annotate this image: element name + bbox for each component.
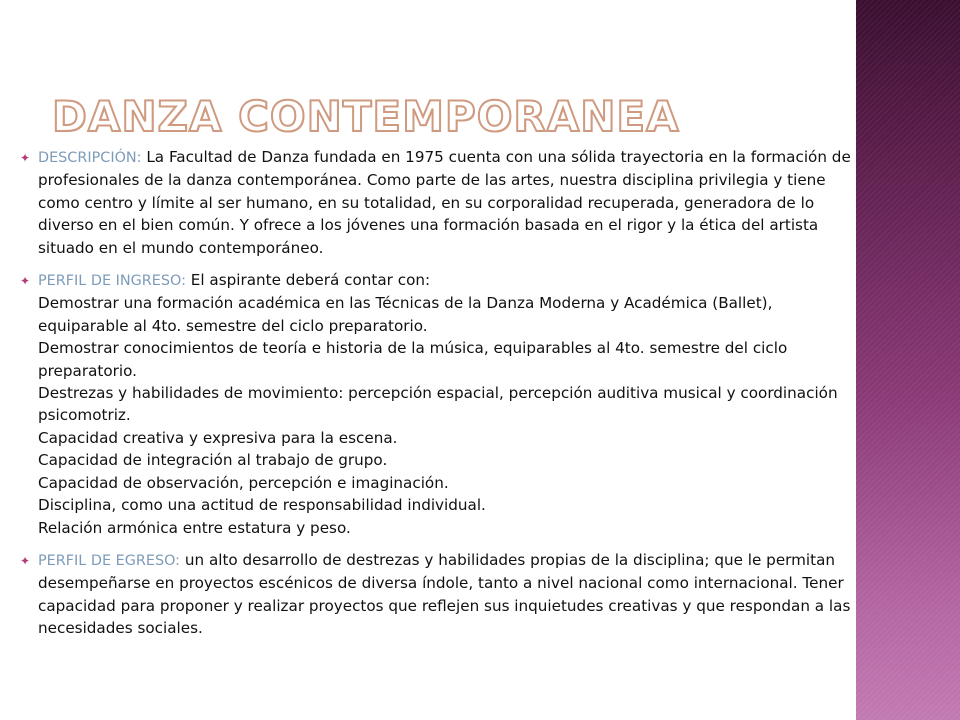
requirement-line: Capacidad de integración al trabajo de grupo. — [38, 451, 388, 470]
section-heading: PERFIL DE EGRESO: — [38, 552, 181, 569]
requirement-line: Demostrar conocimientos de teoría e historia de la música, equiparables al 4to. semestre del ciclo preparatorio. — [38, 339, 788, 380]
section-perfil-ingreso — [20, 269, 852, 539]
decorative-sidebar — [856, 0, 960, 720]
section-heading: PERFIL DE INGRESO: — [38, 273, 186, 290]
bullet-icon: ✦ — [20, 274, 31, 289]
bullet-icon: ✦ — [20, 553, 31, 568]
content-body — [20, 146, 852, 650]
requirement-line: Capacidad de observación, percepción e imaginación. — [38, 473, 449, 492]
section-perfil-egreso — [20, 549, 852, 640]
bullet-icon: ✦ — [20, 151, 31, 165]
section-heading: DESCRIPCIÓN: — [38, 150, 142, 166]
requirement-line: Demostrar una formación académica en las Técnicas de la Danza Moderna y Académica (Ballet), equiparable al 4to. semestre del ciclo preparatorio. — [38, 294, 773, 335]
section-text: La Facultad de Danza fundada en 1975 cuenta con una sólida trayectoria en la formación de profesionales de la danza contemporánea. Como parte de las artes, nuestra disciplina privilegia y tiene como centro y límite al ser humano, en su totalidad, en su corporalidad recuperada, generadora de lo diverso en el bien común. Y ofrece a los jóvenes una formación basada en el rigor y la ética del artista situado en el mundo contemporáneo. — [38, 148, 851, 257]
section-descripcion — [20, 146, 852, 259]
requirement-line: Capacidad creativa y expresiva para la escena. — [38, 428, 398, 447]
page-title: DANZA CONTEMPORANEA — [52, 92, 680, 141]
section-text: El aspirante deberá contar con: — [185, 271, 431, 290]
section-text: un alto desarrollo de destrezas y habilidades propias de la disciplina; que le permitan desempeñarse en proyectos escénicos de diversa índole, tanto a nivel nacional como internacional. Tener capacidad para proponer y realizar proyectos que reflejen sus inquietudes creativas y que respondan a las necesidades sociales. — [38, 550, 851, 638]
requirement-line: Destrezas y habilidades de movimiento: percepción espacial, percepción auditiva musical y coordinación psicomotriz. — [38, 384, 838, 425]
requirement-line: Relación armónica entre estatura y peso. — [38, 518, 351, 537]
requirement-line: Disciplina, como una actitud de responsabilidad individual. — [38, 496, 486, 515]
